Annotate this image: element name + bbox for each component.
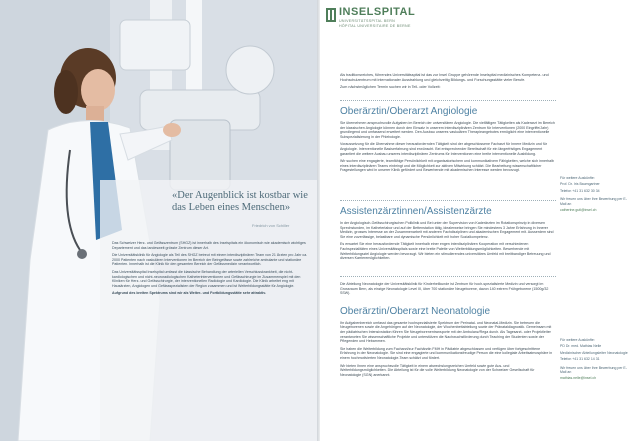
job-title: Oberärztin/Oberarzt Angiologie bbox=[340, 106, 478, 117]
contact-role: Medizinischer Abteilungsleiter Neonatologie bbox=[560, 350, 628, 355]
contact-apply-text: Wir freuen uns über Ihre Bewerbung per E-Mail an bbox=[560, 365, 627, 375]
job-paragraph: Voraussetzung für die Übernahme dieser herausfordernden Tätigkeit sind der abgeschlossene Facharzt für Innere Medizin und für Angiologie. Interventionelle Basiserfahrung sind erwünscht. Bei entsprechender Bereitschaft für ein längerfristiges Engagement garantiert die weitere Ausbau unseres interdisziplinären Zentrums für Interventionen eine breite interventionelle Ausbildung. bbox=[340, 142, 547, 156]
left-page bbox=[0, 0, 318, 441]
right-page bbox=[320, 0, 640, 441]
intro-paragraph: Zum nächstmöglichen Termin suchen wir in Teil- oder Vollzeit: bbox=[340, 85, 441, 90]
job-paragraph: Ihr Aufgabenbereich umfasst das gesamte hochspezialisierte Spektrum der Perinatal- und Neonatal-Medizin. Sie betreuen die Neugeborenen sowie die Angehörigen auf der Neonatologie, der Wochenbettabteilung sowie der Pränataldiagnostik. Gemeinsam mit der pädiatrischen Intensivstation führen Sie Neugeborenentransporte mit der Ambulanz/Rega durch. Als Tagesarzt- oder Projektleiter verantworten Sie wissenschaftliche Projekte und unterstützen die Nachwuchsförderung durch Teaching der Studenten sowie der Pflegenden und Hebammen. bbox=[340, 320, 552, 344]
job-paragraph: Es erwartet Sie eine herausfordernde Tätigkeit innerhalb einer engen interdisziplinären Kooperation mit verschiedenen Fachspezialitäten eines Universitätsspitals sowie eine breite Palette von Weiterbildungsmöglichkeiten. Bewerbende mit Weiterbildungsziel Angiologie werden bevorzugt. Wir bieten ein stimulierendes universitäres Umfeld mit breitbandiger Betreuung und diversen Karrieremöglichkeiten. bbox=[340, 242, 551, 261]
job-paragraph: Sie übernehmen anspruchsvolle Aufgaben im Bereich der universitären Angiologie. Die vielfältigen Tätigkeiten als Kaderarzt im Bereich der klassischen Angiologie können durch den Einsatz in unserem interdisziplinären Zentrum für Interventionen (2000 Eingriffe/Jahr) grundlegend und umfassend erweitert werden. Den Ausbau unseres vaskulären Therapieangebotes ermöglicht eine interventionelle Subspezialisierung in der Phlebologie. bbox=[340, 121, 555, 139]
contact-label: Für weitere Auskünfte: bbox=[560, 176, 595, 180]
department-intro: Die Abteilung Neonatologie der Universitätsklinik für Kinderheilkunde ist Zentrum für hoch-spezialisierte Medizin und versorgt im Grossraum Bern, als einzige Neonatologie Level III, über 700 stationäre Neugeborene, davon 140 extrem Frühgeborene (1500g/32 SSW). bbox=[340, 282, 549, 296]
doctor-with-xray-photo bbox=[0, 0, 318, 441]
description-paragraph: Aufgrund des breiten Spektrums sind wir als Weiter- und Fortbildungsstätte sehr attraktiv. bbox=[112, 291, 267, 296]
contact-email-link[interactable]: catherine.gutl@insel.ch bbox=[560, 208, 597, 213]
contact-apply-text: Wir freuen uns über Ihre Bewerbung per E-Mail an bbox=[560, 197, 627, 206]
intro-text bbox=[340, 73, 556, 93]
contact-label: Für weitere Auskünfte: bbox=[560, 338, 595, 342]
contact-name: PD Dr. med. Mathias Nelle bbox=[560, 344, 602, 349]
job-paragraph: Wir suchen eine engagierte, teamfähige Persönlichkeit mit organisatorischem und kommunikativem Fähigkeiten, welche sich innerhalb eines interdisziplinären Teams einbringt und die Möglichkeit zur aktiven Mitwirkung schätzt. Die Bearbeitung wissenschaftlicher Fragestellungen wird in unserer Klinik gefördert und Bewerbende mit akademischen Interesse werden bevorzugt. bbox=[340, 159, 554, 173]
job-paragraph: In der Angiologisch-Gefässchirurgischen Poliklinik und Bei unter der Supervision von Kaderärzten im Rotationsprinzip in diversen Sprechstunden, im Katheterlabor und auf der Bettenstation tätig, idealerweise bringen Sie mindestens 3 Jahre Erfahrung in Innerer Medizin, grosses Interesse an der Zusammenarbeit mit anderen Fachdisziplinen und akademischen Engagement mit. Ausserdem sind Sie eine zuverlässige, belastbare und dynamische Persönlichkeit mit hoher Sozialkompetenz. bbox=[340, 221, 554, 239]
intro-paragraph: Als traditionsreiches, führendes Universitätsspital ist das zur Insel Gruppe gehörende Inselspital medizinisches Kompetenz- und Hochschulzentrum mit internationaler Ausstrahlung und gleichzeitig Bildungs- und Forschungsstätte vieler Berufe. bbox=[340, 73, 549, 82]
contact-box-angiologie bbox=[560, 176, 630, 214]
logo-subtitle: HÔPITAL UNIVERSITAIRE DE BERNE bbox=[339, 24, 411, 28]
contact-phone: Telefon +41 31 632 30 34 bbox=[560, 188, 600, 193]
contact-box-neonatologie bbox=[560, 338, 630, 383]
contact-name: Prof. Dr. Iris Baumgartner bbox=[560, 182, 600, 187]
logo-emblem-icon bbox=[326, 8, 336, 22]
job-section-assistenz bbox=[340, 200, 556, 264]
description-paragraph: Die Universitätsklinik für Angiologie als Teil des SHGZ betreut mit einem interdisziplinären Team von 21 Ärzten pro Jahr ca. 2000 Patienten nach vaskulären Interventionen im Bereich der Beingefässe sowie zahlreiche ambulante und stationäre Patienten. Innerhalb ist die Klinik für den gesamten Bereich der Gefässmedizin verantwortlich. bbox=[112, 253, 308, 267]
section-divider bbox=[340, 200, 556, 201]
pull-quote: «Der Augenblick ist kostbar wie das Leben eines Menschen» bbox=[172, 190, 308, 213]
job-section-angiologie bbox=[340, 100, 556, 176]
description-paragraph: Das Universitätsspital Inselspital umfasst die klassische Behandlung der arteriellen Verschlusskrankheit, die nicht-kardiologischen und nicht-neuroradiologischen Katheterinterventionen und Gefässchirurgie im Zusammenspiel mit den Kliniken für Herz- und Gefässchirurgie, der interventionellen Radiologie und Kardiologie. Die Klinik arbeitet eng mit Hausärzten, Angiologen und Gefässspezialisten der Region zusammen und ist Weiterbildungsstätte für Angiologie. bbox=[112, 269, 301, 288]
department-description bbox=[112, 241, 308, 299]
logo-name: INSELSPITAL bbox=[339, 6, 416, 18]
job-paragraph: Wir bieten Ihnen eine anspruchsvolle Tätigkeit in einem abwechslungsreichen Umfeld sowie gute Aus- und Weiterbildungsmöglichkeiten. Die Abteilung ist für die volle Weiterbildung Neonatologie von der Schweizer Gesellschaft für Neonatologie (SGN) anerkannt. bbox=[340, 363, 535, 377]
quote-author: Friedrich von Schiller bbox=[252, 223, 290, 228]
job-paragraph: Sie haben die Weiterbildung zum Facharzt/zur Fachärztin FMH in Pädiatrie abgeschlossen und verfügen über fortgeschrittene Erfahrung in der Neonatologie. Sie sind eine engagierte und kommunikationsfreudige Person die eine kollegiale Arbeitsatmosphäre in einem hochmotivierten Neonatologie-Team schätzt und fördert. bbox=[340, 346, 553, 360]
contact-email-link[interactable]: mathias.nelle@insel.ch bbox=[560, 376, 597, 381]
section-divider bbox=[340, 100, 556, 101]
section-divider bbox=[340, 276, 556, 277]
job-section-neonatologie bbox=[340, 276, 556, 380]
job-title: Assistenzärztinnen/Assistenzärzte bbox=[340, 206, 492, 217]
job-title: Oberärztin/Oberarzt Neonatologie bbox=[340, 305, 491, 317]
contact-phone: Telefon +41 31 632 14 31 bbox=[560, 357, 600, 362]
logo-subtitle: UNIVERSITÄTSSPITAL BERN bbox=[339, 19, 396, 23]
description-paragraph: Das Schweizer Herz- und Gefässzentrum (SHGZ) ist innerhalb des Inselspitals ein ökonomisch wie akademisch wichtiges Departement und das landesweit grösste Zentrum dieser Art. bbox=[112, 241, 306, 250]
